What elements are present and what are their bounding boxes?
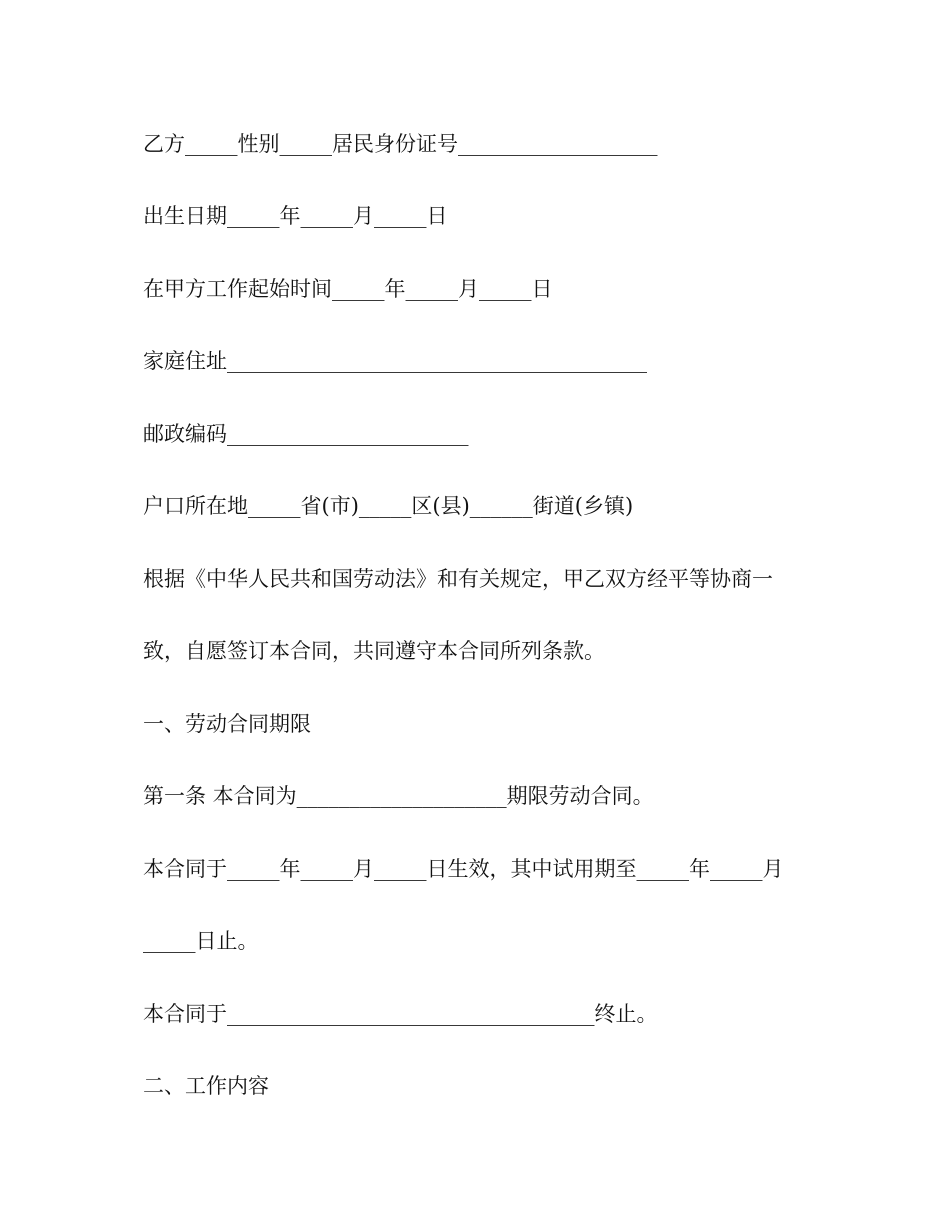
text-line-party-b-info: 乙方_____性别_____居民身份证号___________________ — [143, 132, 658, 156]
text-line-birth-date: 出生日期_____年_____月_____日 — [143, 204, 448, 228]
text-line-home-address: 家庭住址________________________________________ — [143, 349, 647, 373]
text-line-intro-2: 致，自愿签订本合同，共同遵守本合同所列条款。 — [143, 639, 605, 663]
text-line-postal-code: 邮政编码_______________________ — [143, 422, 469, 446]
text-line-probation-end: _____日止。 — [143, 929, 259, 953]
text-line-article-1: 第一条 本合同为____________________期限劳动合同。 — [143, 784, 654, 808]
section-heading-contract-term: 一、劳动合同期限 — [143, 712, 311, 736]
text-line-household-registration: 户口所在地_____省(市)_____区(县)______街道(乡镇) — [143, 494, 634, 518]
text-line-work-start-date: 在甲方工作起始时间_____年_____月_____日 — [143, 277, 553, 301]
text-line-effective-date: 本合同于_____年_____月_____日生效，其中试用期至_____年_____月 — [143, 857, 784, 881]
section-heading-work-content: 二、工作内容 — [143, 1074, 269, 1098]
text-line-intro-1: 根据《中华人民共和国劳动法》和有关规定，甲乙双方经平等协商一 — [143, 567, 773, 591]
text-line-termination: 本合同于___________________________________终止。 — [143, 1002, 658, 1026]
